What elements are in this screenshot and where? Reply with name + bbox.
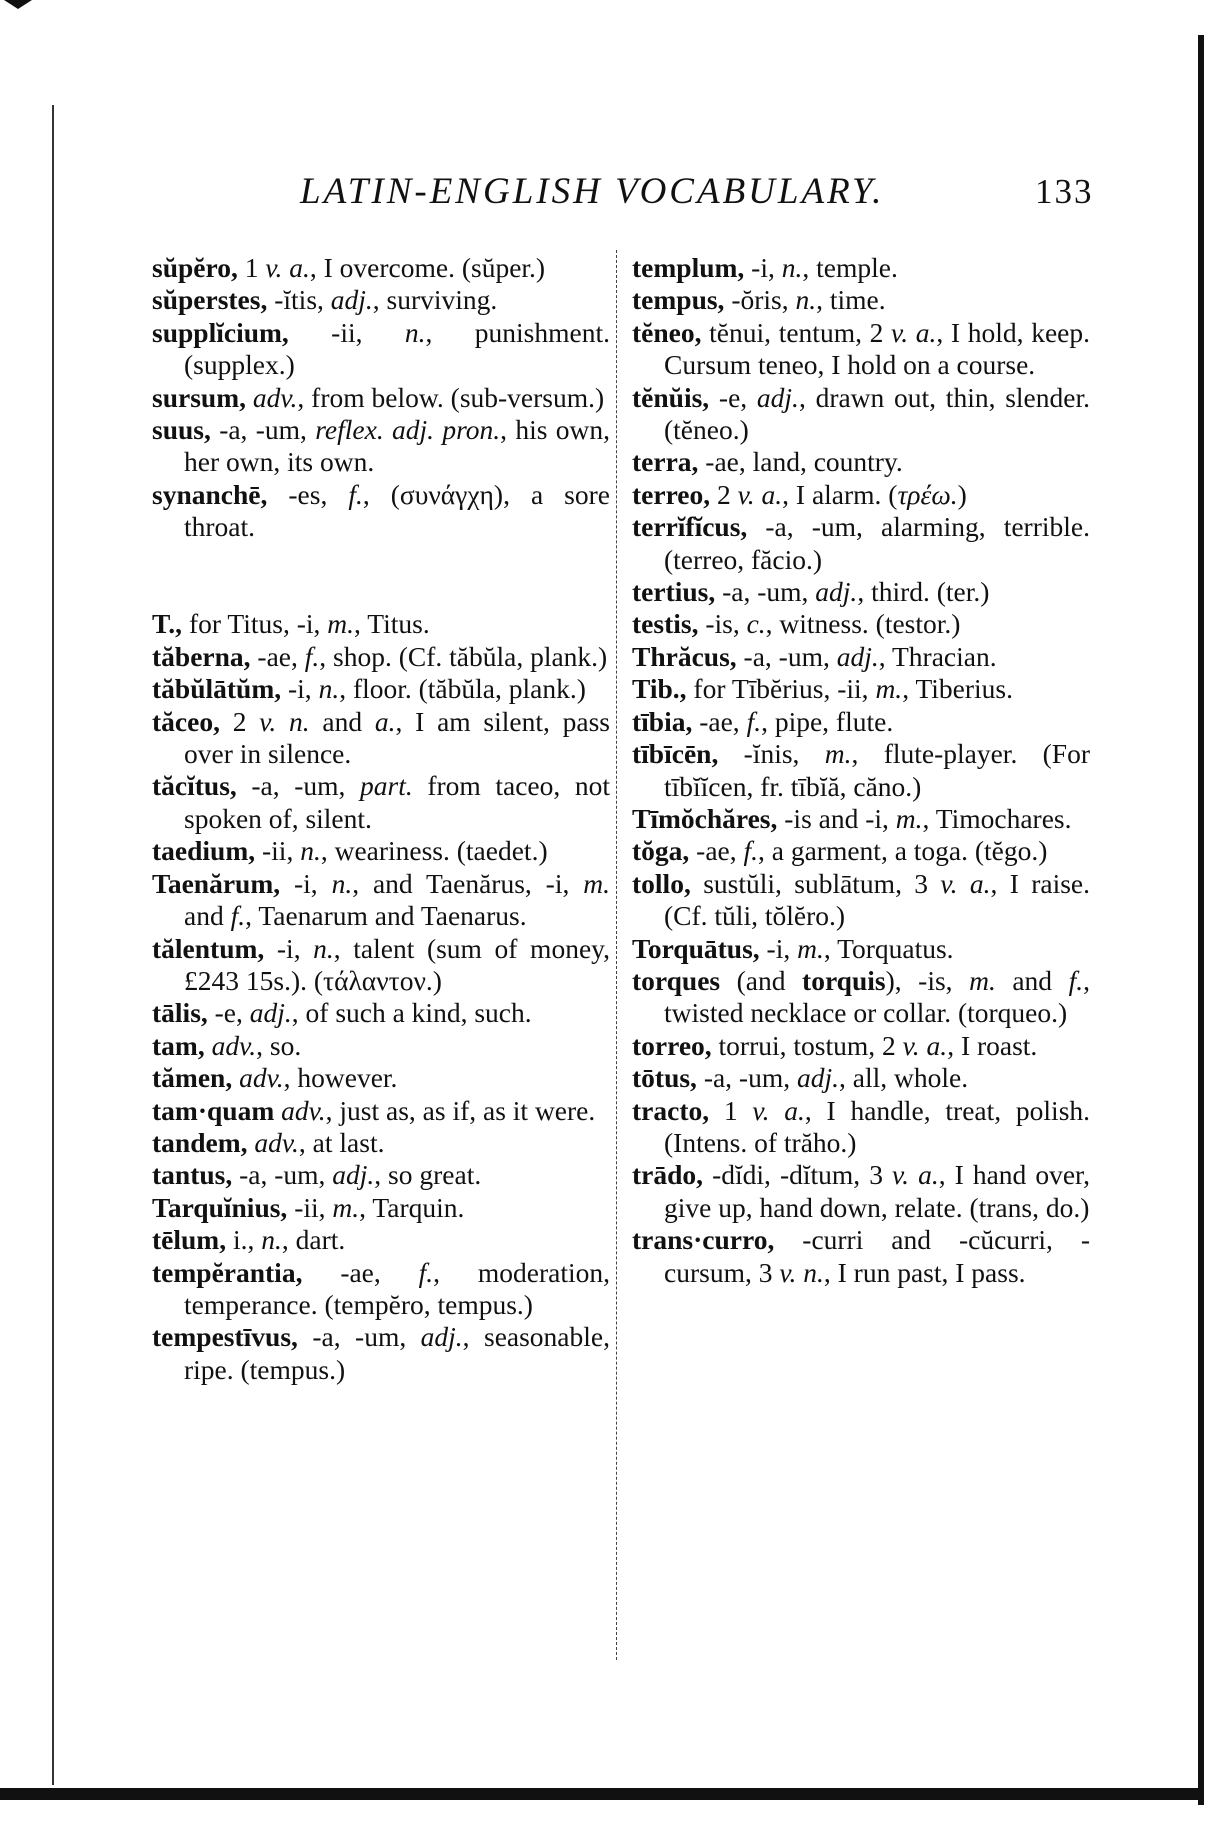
grammar-abbrev: τρέω. [897,478,958,510]
vocabulary-entry [632,1159,1090,1224]
grammar-abbrev: n. [318,673,340,705]
headword: terra, [632,446,699,478]
headword: T., [152,608,183,640]
headword: tămen, [152,1062,233,1094]
definition-text: , (συνάγχη), a sore throat. [184,478,610,543]
headword: tempĕrantia, [152,1256,303,1288]
column-divider [616,250,618,1660]
vocabulary-entry [152,1321,610,1386]
definition-text: , dart. [281,1224,346,1256]
headword: tollo, [632,867,691,899]
vocabulary-entry [632,803,1090,835]
grammar-abbrev: part. [360,770,413,802]
headword: tracto, [632,1094,710,1126]
definition-text: -a, -um, [297,1321,421,1353]
headword: templum, [632,252,745,283]
definition-text: , Timochares. [922,802,1072,834]
definition-text: i., [226,1224,262,1256]
definition-text: , so great. [374,1159,482,1191]
headword: Tarquĭnius, [152,1191,288,1223]
grammar-abbrev: n. [331,867,353,899]
grammar-abbrev: v. a. [737,478,783,510]
headword: tĕnŭis, [632,381,710,413]
vocabulary-entry [152,317,610,382]
grammar-abbrev: adv. [254,1126,299,1158]
vocabulary-entry [632,933,1090,965]
vocabulary-entry [632,576,1090,608]
grammar-abbrev: adj. [836,640,879,672]
vocabulary-entry [632,252,1090,284]
grammar-abbrev: m. [332,1191,360,1223]
headword: Tib., [632,673,687,705]
definition-text: , temple. [802,252,898,283]
headword: tŏga, [632,835,690,867]
definition-text: -a, -um, [715,576,816,608]
vocabulary-entry [632,641,1090,673]
definition-text: -a, -um, alarming, terrible. (terreo, făcio.) [664,511,1090,575]
grammar-abbrev: c. [746,608,766,640]
grammar-abbrev: m. [824,738,852,770]
definition-text: -e, [207,997,250,1029]
definition-text: for Tībĕrius, -ii, [686,673,876,705]
definition-text: , Taenarum and Taenarus. [245,900,527,932]
definition-text: -i, [744,252,782,283]
headword: tertius, [632,576,716,608]
definition-text: -a, -um, [232,1159,333,1191]
definition-text: -ae, land, country. [698,446,903,478]
definition-text: , time. [816,284,886,316]
definition-text: -ĭnis, [718,738,825,770]
vocabulary-entry [152,673,610,705]
vocabulary-entry [632,1095,1090,1160]
definition-text: , I hand over, give up, hand down, relate. (trans, do.) [664,1159,1090,1223]
definition-text: -ii, [255,835,301,867]
headword: synanchē, [152,478,268,510]
headword: tăceo, [152,705,220,737]
definition-text: -ĭtis, [267,284,331,316]
grammar-abbrev: adj. [249,997,292,1029]
grammar-abbrev: adv. [281,1094,326,1126]
definition-text: , Torquatus. [823,932,954,964]
grammar-abbrev: n. [300,835,321,867]
left-margin-line [52,105,54,1785]
definition-text: -a, -um, [210,414,316,446]
definition-text: , just as, as if, as it were. [325,1094,596,1126]
vocabulary-entry [632,1224,1090,1289]
headword: Taenărum, [152,867,281,899]
grammar-abbrev: n. [313,932,334,964]
section-gap [152,544,610,609]
definition-text: -i, [759,932,798,964]
grammar-abbrev: v. n. [259,705,310,737]
grammar-abbrev: m. [583,867,610,899]
grammar-abbrev: v. a. [752,1094,805,1126]
definition-text: -ŏris, [724,284,796,316]
definition-text: -es, [267,478,349,510]
grammar-abbrev: adj. [420,1321,463,1353]
headword: trans·curro, [632,1224,775,1256]
definition-text: , punishment. (supplex.) [184,316,610,381]
grammar-abbrev: v. a. [902,1029,948,1061]
headword: suus, [152,414,211,446]
vocabulary-entry [152,770,610,835]
definition-text: -i, [280,867,332,899]
vocabulary-entry [632,608,1090,640]
definition-text: , I handle, treat, polish. (Intens. of trăho.) [664,1094,1091,1158]
definition-text: ), -is, [885,964,970,996]
definition-text: -i, [281,673,319,705]
grammar-abbrev: v. a. [892,1159,939,1191]
definition-text: -i, [264,932,314,964]
vocabulary-entry [632,317,1090,382]
headword: tĕneo, [632,316,702,348]
definition-text: -is and -i, [777,802,896,834]
definition-text: , I hold, keep. Cursum teneo, I hold on a course. [664,316,1090,381]
definition-text: -ii, [287,1191,333,1223]
definition-text: , pipe, flute. [761,705,894,737]
definition-text: -a, -um, [236,770,360,802]
headword: torreo, [632,1029,712,1061]
definition-text: -e, [709,381,757,413]
definition-text: -is, [698,608,747,640]
vocabulary-entry [632,1030,1090,1062]
headword: tībīcēn, [632,738,719,770]
vocabulary-entry [152,1127,610,1159]
grammar-abbrev: f. [746,705,762,737]
definition-text: sustŭli, sublātum, 3 [690,867,941,899]
vocabulary-entry [632,1062,1090,1094]
headword: supplĭcium, [152,316,289,348]
grammar-abbrev: adj. [756,381,799,413]
grammar-abbrev: adv. [239,1062,284,1094]
definition-text: , a garment, a toga. (tĕgo.) [758,835,1048,867]
headword: tantus, [152,1159,233,1191]
grammar-abbrev: f. [230,900,246,932]
definition-text: tĕnui, tentum, 2 [701,316,892,348]
definition-text: and [995,964,1069,996]
headword: tempestīvus, [152,1321,298,1353]
definition-text: , I overcome. (sŭper.) [309,252,546,283]
grammar-abbrev: adj. [815,576,858,608]
definition-text: , twisted necklace or collar. (torqueo.) [664,964,1090,1029]
definition-text [246,382,253,413]
definition-text: 1 [237,252,266,283]
bottom-edge-bar [0,1788,1204,1800]
headword: Torquātus, [632,932,760,964]
grammar-abbrev: v. a. [265,252,310,283]
headword: sŭpĕro, [152,252,238,283]
vocabulary-entry [632,868,1090,933]
page-number: 133 [1035,172,1094,211]
grammar-abbrev: adj. [332,1159,375,1191]
vocabulary-entry [152,933,610,998]
grammar-abbrev: m. [969,964,996,996]
headword: tam·quam [152,1094,275,1126]
definition-text: -ii, [288,316,405,348]
vocabulary-entry [152,835,610,867]
vocabulary-entry [152,414,610,479]
definition-text: , Tarquin. [359,1191,465,1223]
definition-text: -ae, [302,1256,419,1288]
definition-text: 2 [710,478,738,510]
corner-mark-icon [4,0,32,9]
definition-text: 1 [709,1094,753,1126]
vocabulary-entry [632,446,1090,478]
headword: tēlum, [152,1224,227,1256]
vocabulary-entry [632,738,1090,803]
vocabulary-entry [632,511,1090,576]
vocabulary-entry [632,382,1090,447]
grammar-abbrev: m. [327,608,354,640]
definition-text: , shop. (Cf. tăbŭla, plank.) [319,640,608,672]
headword: terrĭfĭcus, [632,511,748,543]
definition-text: , drawn out, thin, slender. (tĕneo.) [664,381,1090,446]
definition-text: 2 [219,705,260,737]
vocabulary-entry [632,673,1090,705]
right-column [632,252,1090,1289]
vocabulary-entry [152,479,610,544]
definition-text: , all, whole. [839,1062,969,1094]
vocabulary-entry [152,1095,610,1127]
definition-text: (and [720,964,803,996]
definition-text: ) [957,478,967,510]
grammar-abbrev: adv. [252,381,298,413]
headword: sŭperstes, [152,284,268,316]
grammar-abbrev: f. [1068,964,1084,996]
definition-text: -ae, [689,835,744,867]
definition-text: and [184,900,231,932]
definition-text: , Thracian. [878,640,997,672]
vocabulary-entry [152,641,610,673]
grammar-abbrev: v. n. [779,1256,824,1288]
vocabulary-entry [152,997,610,1029]
definition-text [205,1030,212,1061]
grammar-abbrev: n. [795,284,817,316]
left-column [152,252,610,1386]
vocabulary-entry [152,1224,610,1256]
headword: tam, [152,1029,205,1061]
definition-text: -a, -um, [696,1062,797,1094]
definition-text: , his own, her own, its own. [184,414,611,478]
vocabulary-entry [632,479,1090,511]
headword: taedium, [152,835,256,867]
grammar-abbrev: f. [743,835,759,867]
vocabulary-entry [152,706,610,771]
definition-text: , I roast. [947,1029,1038,1061]
grammar-abbrev: f. [348,478,363,510]
definition-text: , from below. (sub-versum.) [297,381,605,413]
grammar-abbrev: v. a. [940,867,991,899]
vocabulary-entry [152,1257,610,1322]
headword: Tīmŏchăres, [632,802,778,834]
grammar-abbrev: n. [261,1224,282,1256]
headword: tempus, [632,284,725,316]
definition-text: -a, -um, [736,640,837,672]
headword: tandem, [152,1126,248,1158]
vocabulary-entry [152,1030,610,1062]
grammar-abbrev: f. [418,1256,434,1288]
grammar-abbrev: adj. [330,284,373,316]
headword: terreo, [632,478,711,510]
grammar-abbrev: adv. [211,1029,257,1061]
vocabulary-entry [632,284,1090,316]
definition-text: , I alarm. ( [782,478,898,510]
grammar-abbrev: m. [895,802,923,834]
grammar-abbrev: reflex. adj. pron. [315,414,501,446]
vocabulary-entry [152,1062,610,1094]
headword: tībia, [632,705,693,737]
definition-text: , third. (ter.) [857,576,990,608]
grammar-abbrev: adj. [796,1062,839,1094]
headword: trādo, [632,1159,704,1191]
definition-text: torrui, tostum, 2 [711,1029,903,1061]
grammar-abbrev: v. a. [891,316,937,348]
definition-text: , witness. (testor.) [765,608,961,640]
right-edge-bar [1198,35,1204,1805]
headword: tōtus, [632,1062,697,1094]
vocabulary-entry [632,835,1090,867]
running-header-title: LATIN-ENGLISH VOCABULARY. [300,171,885,212]
definition-text: , flute-player. (For tībĭĭcen, fr. tībĭă, căno.) [664,738,1091,802]
definition-text: from taceo, not spoken of, silent. [184,770,610,834]
definition-text: , seasonable, ripe. (tempus.) [184,1321,610,1385]
definition-text: , surviving. [372,284,498,316]
vocabulary-entry [152,608,610,640]
definition-text: , however. [283,1062,398,1094]
definition-text: and [309,705,375,737]
headword: tăcĭtus, [152,770,237,802]
grammar-abbrev: n. [404,316,426,348]
grammar-abbrev: m. [797,932,824,964]
grammar-abbrev: n. [781,252,803,283]
headword: tăberna, [152,640,251,672]
definition-text: , of such a kind, such. [291,997,532,1029]
headword: tālis, [152,997,208,1029]
vocabulary-entry [632,706,1090,738]
headword: Thrăcus, [632,640,737,672]
definition-text: for Titus, -i, [182,608,328,640]
vocabulary-entry [152,868,610,933]
vocabulary-entry [152,284,610,316]
definition-text: -curri and -cŭcurri, -cursum, 3 [664,1224,1090,1288]
definition-text: , Titus. [354,608,430,640]
grammar-abbrev: m. [875,673,903,705]
definition-text: , I am silent, pass over in silence. [184,705,611,770]
definition-text: -dĭdi, -dĭtum, 3 [703,1159,892,1191]
vocabulary-entry [152,1159,610,1191]
definition-text: , moderation, temperance. (tempĕro, tempus.) [184,1256,610,1320]
grammar-abbrev: a. [374,705,396,737]
definition-text: , talent (sum of money, £243 15s.). (τάλαντον.) [184,932,610,996]
headword: testis, [632,608,699,640]
definition-text: , weariness. (taedet.) [320,835,548,867]
headword: torquis [802,964,886,996]
headword: sursum, [152,381,246,413]
definition-text: , floor. (tăbŭla, plank.) [339,673,586,705]
definition-text: , at last. [298,1126,385,1158]
headword: tăbŭlātŭm, [152,673,282,705]
vocabulary-entry [632,965,1090,1030]
grammar-abbrev: f. [304,640,320,672]
vocabulary-entry [152,1192,610,1224]
vocabulary-entry [152,382,610,414]
vocabulary-entry [152,252,610,284]
definition-text: , I run past, I pass. [823,1256,1026,1288]
headword: torques [632,964,721,996]
definition-text: -ae, [250,640,305,672]
headword: tălentum, [152,932,265,964]
definition-text: , I raise. (Cf. tŭli, tŏlĕro.) [664,867,1090,932]
definition-text: , so. [256,1029,302,1061]
definition-text: , Tiberius. [902,673,1013,705]
definition-text: -ae, [692,705,747,737]
definition-text: , and Taenărus, -i, [352,867,584,899]
